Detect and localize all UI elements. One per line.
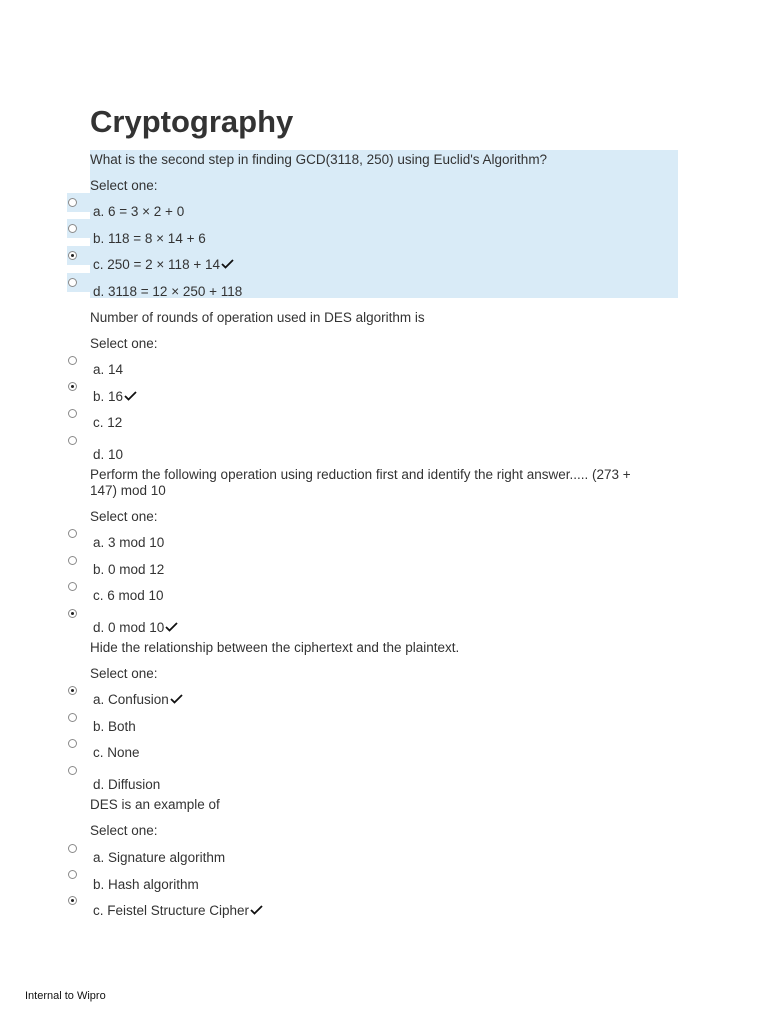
checkmark-icon — [170, 694, 183, 704]
select-one-label: Select one: — [90, 509, 158, 524]
option-label: d. 3118 = 12 × 250 + 118 — [93, 284, 243, 299]
radio-q3-a[interactable] — [68, 529, 77, 538]
radio-q4-a[interactable] — [68, 686, 77, 695]
option-label: c. Feistel Structure Cipher — [93, 903, 250, 918]
radio-q3-c[interactable] — [68, 582, 77, 591]
question-text: Hide the relationship between the ciphertext and the plaintext. — [90, 640, 460, 655]
option-label: a. 6 = 3 × 2 + 0 — [93, 204, 185, 219]
radio-q3-d[interactable] — [68, 609, 77, 618]
option-label: c. None — [93, 745, 140, 760]
option-label: a. Confusion — [93, 692, 169, 707]
radio-q5-c[interactable] — [68, 896, 77, 905]
footer-label: Internal to Wipro — [25, 990, 106, 1002]
radio-q5-a[interactable] — [68, 844, 77, 853]
option-label: a. 3 mod 10 — [93, 535, 165, 550]
radio-q2-c[interactable] — [68, 409, 77, 418]
option-label: a. Signature algorithm — [93, 850, 226, 865]
option-row — [93, 620, 178, 635]
page-title: Cryptography — [90, 104, 294, 139]
checkmark-icon — [221, 259, 234, 269]
radio-q1-c[interactable] — [68, 251, 77, 260]
checkmark-icon — [165, 622, 178, 632]
select-one-label: Select one: — [90, 336, 158, 351]
option-label: b. 0 mod 12 — [93, 562, 165, 577]
option-label: c. 250 = 2 × 118 + 14 — [93, 257, 220, 272]
option-label: d. Diffusion — [93, 777, 161, 792]
radio-q5-b[interactable] — [68, 870, 77, 879]
select-one-label: Select one: — [90, 178, 158, 193]
question-text: What is the second step in finding GCD(3118, 250) using Euclid's Algorithm? — [90, 152, 548, 167]
select-one-label: Select one: — [90, 823, 158, 838]
radio-q1-a[interactable] — [68, 198, 77, 207]
option-label: b. 16 — [93, 389, 124, 404]
question-text: Number of rounds of operation used in DES algorithm is — [90, 310, 425, 325]
radio-q2-d[interactable] — [68, 436, 77, 445]
checkmark-icon — [124, 391, 137, 401]
option-label: d. 0 mod 10 — [93, 620, 165, 635]
radio-q1-d[interactable] — [68, 278, 77, 287]
radio-q4-d[interactable] — [68, 766, 77, 775]
option-label: c. 6 mod 10 — [93, 588, 164, 603]
option-row — [93, 903, 263, 918]
option-label: b. 118 = 8 × 14 + 6 — [93, 231, 206, 246]
option-label: d. 10 — [93, 447, 124, 462]
active-question-highlight — [90, 150, 678, 298]
checkmark-icon — [250, 905, 263, 915]
select-one-label: Select one: — [90, 666, 158, 681]
question-text: DES is an example of — [90, 797, 220, 812]
radio-q3-b[interactable] — [68, 556, 77, 565]
option-row — [93, 257, 234, 272]
radio-q4-b[interactable] — [68, 713, 77, 722]
option-row — [93, 389, 137, 404]
option-label: b. Both — [93, 719, 136, 734]
radio-q2-a[interactable] — [68, 356, 77, 365]
radio-q1-b[interactable] — [68, 224, 77, 233]
option-label: c. 12 — [93, 415, 123, 430]
radio-q4-c[interactable] — [68, 739, 77, 748]
radio-q2-b[interactable] — [68, 382, 77, 391]
option-row — [93, 692, 183, 707]
option-label: b. Hash algorithm — [93, 877, 199, 892]
option-label: a. 14 — [93, 362, 124, 377]
question-text: Perform the following operation using reduction first and identify the right answer..... (273 + 147) mod 10 — [90, 467, 631, 498]
